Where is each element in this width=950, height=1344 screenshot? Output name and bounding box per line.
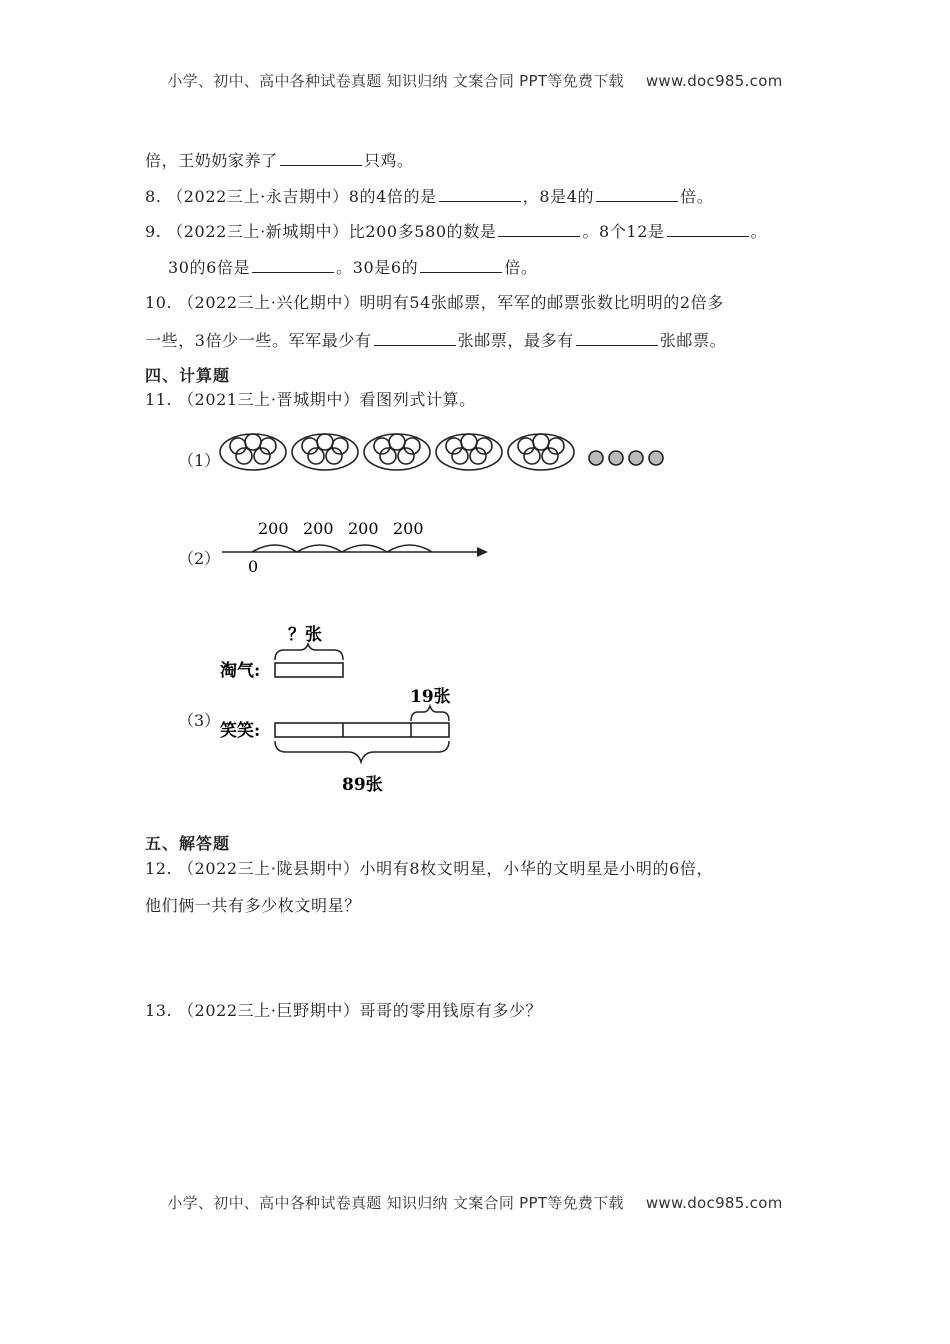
question-number: 9. bbox=[145, 222, 162, 241]
question-12 bbox=[145, 856, 713, 879]
question-9 bbox=[145, 219, 767, 242]
bottom-brace bbox=[275, 741, 449, 762]
question-text: 比200多580的数是 bbox=[348, 222, 497, 241]
row-label-xiaoxiao: 笑笑: bbox=[220, 721, 261, 741]
question-text: 倍。 bbox=[504, 258, 538, 277]
question-source: （2022三上·兴化期中） bbox=[177, 293, 360, 312]
question-text: 看图列式计算。 bbox=[359, 390, 476, 409]
xiaoxiao-bar bbox=[275, 723, 449, 737]
plate-of-apples-4 bbox=[436, 434, 502, 470]
jump-label: 200 bbox=[348, 519, 379, 538]
question-source: （2021三上·晋城期中） bbox=[177, 390, 360, 409]
question-number: 8. bbox=[145, 187, 162, 206]
jump-label: 200 bbox=[393, 519, 424, 538]
question-9-line2 bbox=[168, 255, 537, 278]
question-text: 明明有54张邮票，军军的邮票张数比明明的2倍多 bbox=[359, 293, 724, 312]
jump-label: 200 bbox=[303, 519, 334, 538]
plate-of-apples-5 bbox=[508, 434, 574, 470]
extra-brace bbox=[411, 706, 449, 721]
question-source: （2022三上·永吉期中） bbox=[167, 187, 349, 206]
total-label: 89张 bbox=[342, 775, 383, 795]
question-13 bbox=[145, 998, 542, 1021]
question-8 bbox=[145, 184, 713, 207]
page-header bbox=[0, 70, 950, 91]
question-text: 8的4倍的是 bbox=[348, 187, 437, 206]
section-4-title: 四、计算题 bbox=[145, 366, 231, 385]
extra-label: 19张 bbox=[410, 687, 451, 707]
question-source: （2022三上·新城期中） bbox=[167, 222, 349, 241]
page-footer bbox=[0, 1192, 950, 1213]
question-10-line2 bbox=[145, 328, 726, 351]
figure-2-number-line bbox=[218, 512, 498, 578]
question-text: 张邮票。 bbox=[659, 331, 727, 350]
figure-3-label: （3） bbox=[178, 711, 221, 730]
question-number: 11. bbox=[145, 390, 173, 409]
question-11 bbox=[145, 387, 476, 410]
figure-1-label: （1） bbox=[178, 451, 221, 470]
section-5-title: 五、解答题 bbox=[145, 834, 231, 853]
question-12-line2 bbox=[145, 893, 361, 916]
question-text: ，8是4的 bbox=[522, 187, 595, 206]
jump-label: 200 bbox=[258, 519, 289, 538]
unknown-label: ？张 bbox=[288, 625, 322, 645]
answer-blank[interactable] bbox=[420, 258, 502, 273]
loose-apples bbox=[589, 451, 663, 465]
question-text: 张邮票，最多有 bbox=[457, 331, 574, 350]
figure-1-plates bbox=[218, 422, 678, 478]
question-number: 13. bbox=[145, 1001, 173, 1020]
question-10 bbox=[145, 290, 724, 313]
zero-label: 0 bbox=[248, 557, 259, 576]
answer-blank[interactable] bbox=[374, 331, 456, 346]
question-text: 小明有8枚文明星，小华的文明星是小明的6倍， bbox=[359, 859, 714, 878]
question-text: 他们俩一共有多少枚文明星？ bbox=[145, 896, 361, 915]
plate-of-apples-1 bbox=[220, 434, 286, 470]
header-site-link[interactable]: www.doc985.com bbox=[645, 72, 783, 90]
plate-of-apples-3 bbox=[364, 434, 430, 470]
taoqi-bar bbox=[275, 663, 343, 677]
question-text: 。8个12是 bbox=[582, 222, 665, 241]
axis-arrow bbox=[477, 547, 488, 557]
top-brace bbox=[275, 644, 343, 660]
answer-blank[interactable] bbox=[252, 258, 334, 273]
figure-2-label: （2） bbox=[178, 549, 221, 568]
question-text: 哥哥的零用钱原有多少？ bbox=[359, 1001, 543, 1020]
answer-blank[interactable] bbox=[498, 222, 580, 237]
footer-site-link[interactable]: www.doc985.com bbox=[645, 1194, 783, 1212]
question-source: （2022三上·陇县期中） bbox=[177, 859, 360, 878]
question-text: 倍。 bbox=[680, 187, 714, 206]
q7-text: 倍，王奶奶家养了 bbox=[145, 151, 278, 170]
answer-blank[interactable] bbox=[667, 222, 749, 237]
header-text: 小学、初中、高中各种试卷真题 知识归纳 文案合同 PPT等免费下载 bbox=[167, 72, 624, 90]
question-text: 。30是6的 bbox=[336, 258, 419, 277]
jump-arcs bbox=[252, 545, 432, 552]
question-text: 30的6倍是 bbox=[168, 258, 251, 277]
question-text: 。 bbox=[750, 222, 768, 241]
figure-3-bar-model bbox=[218, 618, 468, 798]
footer-text: 小学、初中、高中各种试卷真题 知识归纳 文案合同 PPT等免费下载 bbox=[167, 1194, 624, 1212]
answer-blank[interactable] bbox=[280, 151, 362, 166]
q7-text-end: 只鸡。 bbox=[363, 151, 414, 170]
question-source: （2022三上·巨野期中） bbox=[177, 1001, 360, 1020]
answer-blank[interactable] bbox=[596, 187, 678, 202]
plate-of-apples-2 bbox=[292, 434, 358, 470]
row-label-taoqi: 淘气: bbox=[220, 661, 261, 681]
question-text: 一些，3倍少一些。军军最少有 bbox=[145, 331, 372, 350]
answer-blank[interactable] bbox=[576, 331, 658, 346]
answer-blank[interactable] bbox=[439, 187, 521, 202]
question-number: 10. bbox=[145, 293, 173, 312]
q7-tail bbox=[145, 148, 414, 171]
question-number: 12. bbox=[145, 859, 173, 878]
